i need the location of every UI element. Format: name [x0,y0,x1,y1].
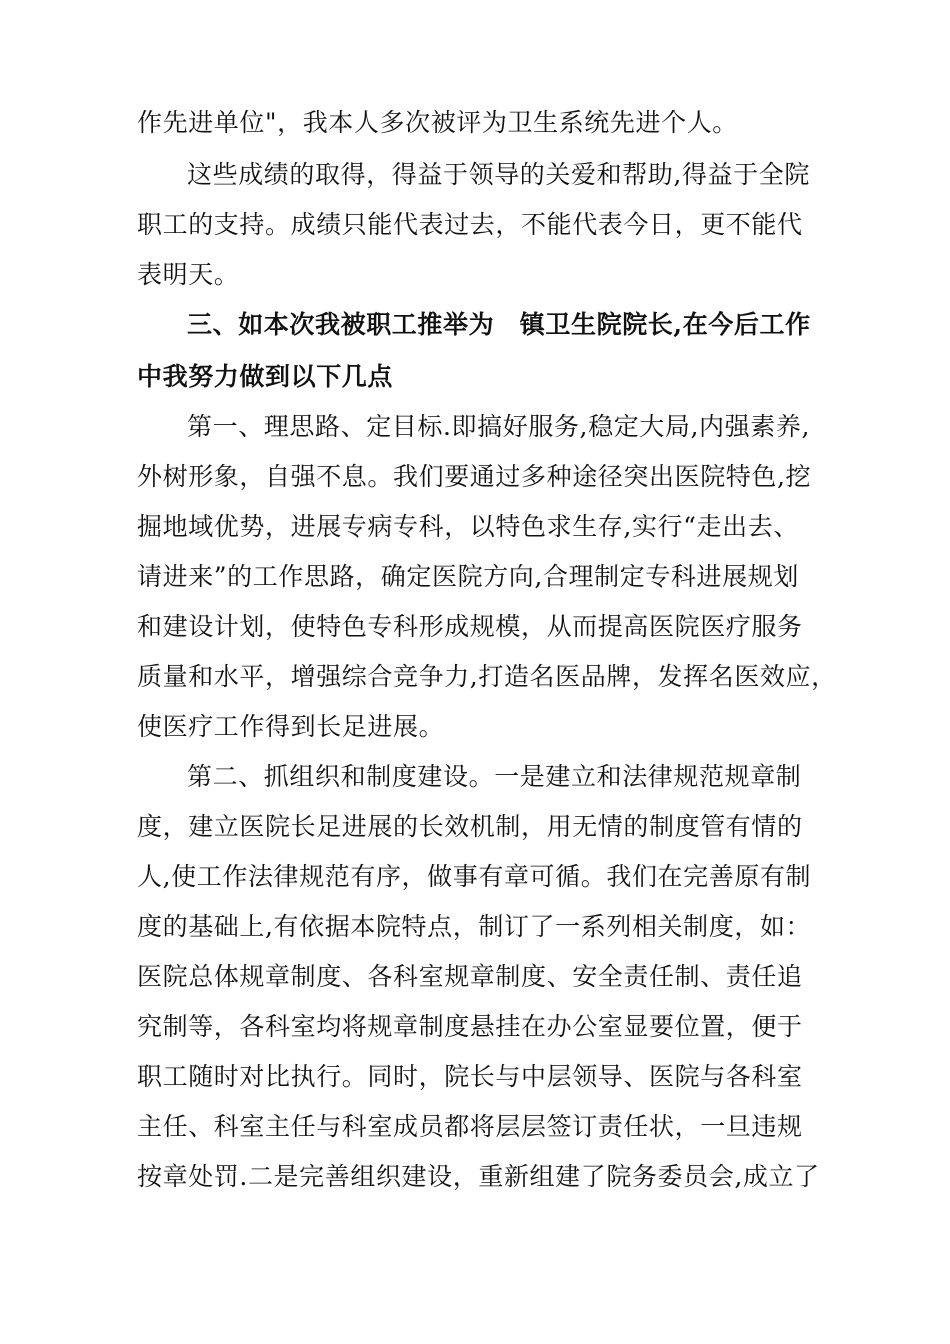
text-line: 质量和水平，增强综合竞争力,打造名医品牌，发挥名医效应， [137,662,837,691]
text-line: 主任、科室主任与科室成员都将层层签订责任状，一旦违规 [137,1112,803,1141]
text-line: 职工的支持。成绩只能代表过去，不能代表今日，更不能代 [137,210,803,239]
text-line: 度，建立医院长足进展的长效机制，用无情的制度管有情的 [137,812,803,841]
text-line: 表明天。 [137,260,240,289]
text-line: 职工随时对比执行。同时，院长与中层领导、医院与各科室 [137,1062,803,1091]
text-line: 人,使工作法律规范有序，做事有章可循。我们在完善原有制 [137,862,812,891]
text-line: 掘地域优势，进展专病专科，以特色求生存,实行“走出去、 [137,512,799,541]
text-line: 和建设计划，使特色专科形成规模，从而提高医院医疗服务 [137,612,803,641]
text-line: 按章处罚.二是完善组织建设，重新组建了院务委员会,成立了 [137,1162,820,1191]
text-line: 使医疗工作得到长足进展。 [137,712,445,741]
text-line: 外树形象，自强不息。我们要通过多种途径突出医院特色,挖 [137,462,812,491]
text-line: 究制等，各科室均将规章制度悬挂在办公室显要位置，便于 [137,1012,803,1041]
text-line: 请进来”的工作思路，确定医院方向,合理制定专科进展规划 [137,562,799,591]
text-line: 作先进单位"，我本人多次被评为卫生系统先进个人。 [137,108,738,137]
text-line: 度的基础上,有依据本院特点，制订了一系列相关制度，如： [137,912,812,941]
paragraph-start-line: 第一、理思路、定目标.即搞好服务,稳定大局,内强素养, [187,412,810,441]
section-heading-line: 三、如本次我被职工推举为 镇卫生院院长,在今后工作 [187,310,811,339]
text-line: 医院总体规章制度、各科室规章制度、安全责任制、责任追 [137,962,803,991]
paragraph-start-line: 第二、抓组织和制度建设。一是建立和法律规范规章制 [187,762,802,791]
paragraph-start-line: 这些成绩的取得，得益于领导的关爱和帮助,得益于全院 [187,160,810,189]
section-heading-line: 中我努力做到以下几点 [137,362,394,391]
